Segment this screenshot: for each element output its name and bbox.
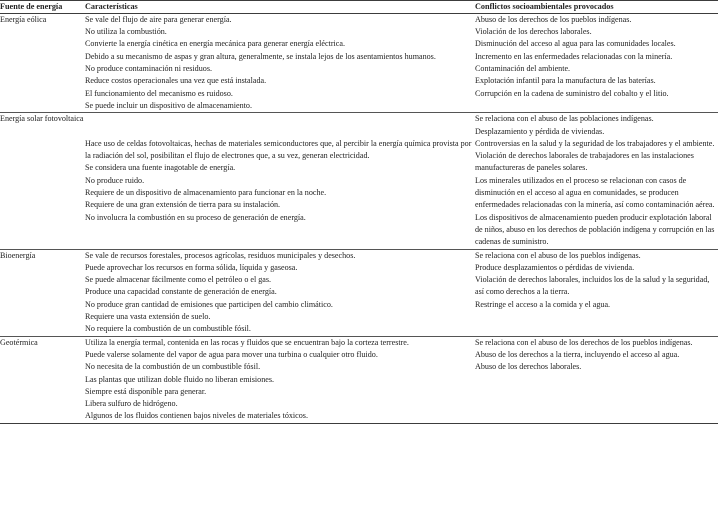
list-item: Utiliza la energía termal, contenida en las rocas y fluidos que se encuentran bajo la corteza terrestre. [85, 337, 409, 347]
list-item: Explotación infantil para la manufactura de las baterías. [475, 76, 656, 86]
list-item: Se relaciona con el abuso de los pueblos indígenas. [475, 250, 641, 260]
list-item: Algunos de los fluidos contienen bajos niveles de materiales tóxicos. [85, 411, 308, 421]
list-item: Corrupción en la cadena de suministro del cobalto y el litio. [475, 88, 669, 98]
list-item: Abuso de los derechos de los pueblos indígenas. [475, 14, 632, 24]
column-header-characteristics: Características [85, 2, 138, 11]
list-item: No utiliza la combustión. [85, 27, 167, 37]
conflicts-list [475, 250, 718, 311]
list-item: Abuso de los derechos laborales. [475, 362, 582, 372]
list-item: No produce contaminación ni residuos. [85, 64, 212, 74]
list-item: Contaminación del ambiente. [475, 64, 571, 74]
list-item: Se puede incluir un dispositivo de almacenamiento. [85, 100, 253, 110]
list-item: Desplazamiento y pérdida de viviendas. [475, 126, 605, 136]
conflicts-cell [475, 249, 718, 336]
characteristics-cell [85, 249, 475, 336]
characteristics-list [85, 250, 475, 336]
conflicts-cell [475, 336, 718, 423]
list-item: Siempre está disponible para generar. [85, 386, 207, 396]
list-item: No involucra la combustión en su proceso de generación de energía. [85, 212, 306, 222]
list-item: Puede valerse solamente del vapor de agua para mover una turbina o cualquier otro fluido. [85, 349, 378, 359]
list-item: No requiere la combustión de un combustible fósil. [85, 324, 251, 334]
list-item: Violación de los derechos laborales. [475, 27, 592, 37]
list-item: Se considera una fuente inagotable de energía. [85, 163, 236, 173]
list-item: Violación de derechos laborales de trabajadores en las instalaciones manufactureras de paneles solares. [475, 151, 694, 173]
list-item: Las plantas que utilizan doble fluido no liberan emisiones. [85, 374, 275, 384]
list-item: Libera sulfuro de hidrógeno. [85, 399, 178, 409]
list-item: Se relaciona con el abuso de las poblaciones indígenas. [475, 114, 654, 124]
energy-source-name: Energía eólica [0, 14, 47, 24]
conflicts-list [475, 337, 718, 374]
conflicts-cell [475, 113, 718, 249]
energy-source-name: Geotérmica [0, 337, 38, 347]
characteristics-list [85, 138, 475, 224]
list-item: Requiere de una gran extensión de tierra para su instalación. [85, 200, 281, 210]
list-item: Reduce costos operacionales una vez que está instalada. [85, 76, 267, 86]
list-item: Requiere una vasta extensión de suelo. [85, 312, 211, 322]
characteristics-cell [85, 13, 475, 112]
table-row [0, 13, 718, 112]
list-item: Se vale de recursos forestales, procesos agrícolas, residuos municipales y desechos. [85, 250, 356, 260]
table-row [0, 113, 718, 249]
table-header [0, 1, 718, 14]
list-item: Produce desplazamientos o pérdidas de vivienda. [475, 262, 635, 272]
list-item: Violación de derechos laborales, incluidos los de la salud y la seguridad, así como derechos a la tierra. [475, 275, 710, 297]
list-item: El funcionamiento del mecanismo es ruidoso. [85, 88, 233, 98]
energy-source-name: Energía solar fotovoltaica [0, 114, 84, 124]
table-body [0, 13, 718, 423]
column-header-source: Fuente de energía [0, 2, 63, 11]
conflicts-list [475, 113, 718, 248]
list-item: Los minerales utilizados en el proceso se relacionan con casos de disminución en el acceso al agua en comunidades, se producen enfermedades relacionadas con la minería, así como contaminación aérea. [475, 175, 715, 210]
table-header-row [0, 1, 718, 14]
list-item: Produce una capacidad constante de generación de energía. [85, 287, 277, 297]
conflicts-list [475, 14, 718, 100]
energy-source-name: Bioenergía [0, 250, 36, 260]
list-item: Disminución del acceso al agua para las comunidades locales. [475, 39, 676, 49]
list-item: Se relaciona con el abuso de los derechos de los pueblos indígenas. [475, 337, 693, 347]
conflicts-cell [475, 13, 718, 112]
list-item: Los dispositivos de almacenamiento pueden producir explotación laboral de niños, abuso en los derechos de población indígena y corrupción en las cadenas de suministro. [475, 212, 715, 247]
list-item: Convierte la energía cinética en energía mecánica para generar energía eléctrica. [85, 39, 345, 49]
characteristics-cell [85, 336, 475, 423]
table-row [0, 249, 718, 336]
list-item: Hace uso de celdas fotovoltaicas, hechas de materiales semiconductores que, al percibir la energía química provista por la radiación del sol, posibilitan el flujo de electrones que, a su vez, generan electricidad. [85, 138, 472, 161]
list-item: No produce ruido. [85, 175, 145, 185]
table-row [0, 336, 718, 423]
column-header-conflicts: Conflictos socioambientales provocados [475, 2, 614, 11]
list-item: No produce gran cantidad de emisiones que participen del cambio climático. [85, 299, 333, 309]
list-item: Incremento en las enfermedades relacionadas con la minería. [475, 51, 673, 61]
list-item: Restringe el acceso a la comida y el agua. [475, 299, 611, 309]
list-item: Controversias en la salud y la seguridad de los trabajadores y el ambiente. [475, 138, 715, 148]
list-item: Se vale del flujo de aire para generar energía. [85, 14, 232, 24]
characteristics-list [85, 337, 475, 423]
list-item: Abuso de los derechos a la tierra, incluyendo el acceso al agua. [475, 349, 680, 359]
characteristics-list [85, 14, 475, 112]
list-item: Requiere de un dispositivo de almacenamiento para funcionar en la noche. [85, 188, 327, 198]
list-item: Puede aprovechar los recursos en forma sólida, líquida y gaseosa. [85, 262, 298, 272]
characteristics-cell [85, 113, 475, 249]
list-item: No necesita de la combustión de un combustible fósil. [85, 362, 261, 372]
list-item: Se puede almacenar fácilmente como el petróleo o el gas. [85, 275, 272, 285]
list-item: Debido a su mecanismo de aspas y gran altura, generalmente, se instala lejos de los asentamientos humanos. [85, 51, 436, 61]
